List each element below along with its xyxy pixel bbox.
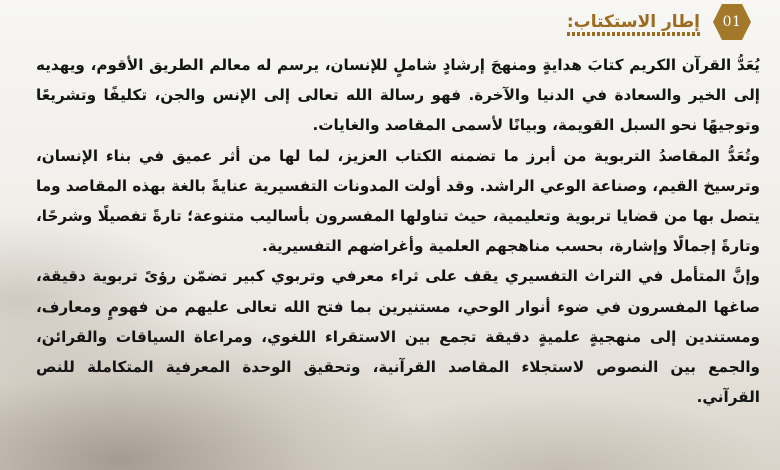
- section-title: إطار الاستكتاب:: [566, 12, 700, 32]
- body-text: [36, 50, 760, 412]
- paragraph: يُعَدُّ القرآن الكريم كتابَ هدايةٍ ومنهجَ إرشادٍ شاملٍ للإنسان، يرسم له معالم الطريق الأقوم، ويهديه إلى الخير والسعادة في الدنيا والآخرة. فهو رسالة الله تعالى إلى الإنس والجن، تكليفًا وتشريعًا وتوجيهًا نحو السبل القويمة، وبيانًا لأسمى المقاصد والغايات.: [36, 56, 760, 135]
- section-heading: [567, 4, 752, 40]
- section-number-badge: [712, 3, 752, 41]
- paragraph: وإنَّ المتأمل في التراث التفسيري يقف على ثراء معرفي وتربوي كبير تضمّن رؤىً تربوية دقيقة، صاغها المفسرون في ضوء أنوار الوحي، مستنيرين بما فتح الله تعالى عليهم من فهومٍ ومعارف، ومستندين إلى منهجيةٍ علميةٍ دقيقة تجمع بين الاستقراء اللغوي، ومراعاة السياقات والقرائن، والجمع بين النصوص لاستجلاء المقاصد القرآنية، وتحقيق الوحدة المعرفية المتكاملة للنص القرآني.: [36, 267, 760, 407]
- paragraph: وتُعَدُّ المقاصدُ التربوية من أبرز ما تضمنه الكتاب العزيز، لما لها من أثر عميق في بناء الإنسان، وترسيخ القيم، وصناعة الوعي الراشد. وقد أولت المدونات التفسيرية عنايةً بالغة بهذه المقاصد وما يتصل بها من قضايا تربوية وتعليمية، حيث تناولها المفسرون بأساليب متنوعة؛ تارةً تفصيلًا وشرحًا، وتارةً إجمالًا وإشارة، بحسب مناهجهم العلمية وأغراضهم التفسيرية.: [36, 146, 760, 256]
- section-number: 01: [722, 14, 742, 30]
